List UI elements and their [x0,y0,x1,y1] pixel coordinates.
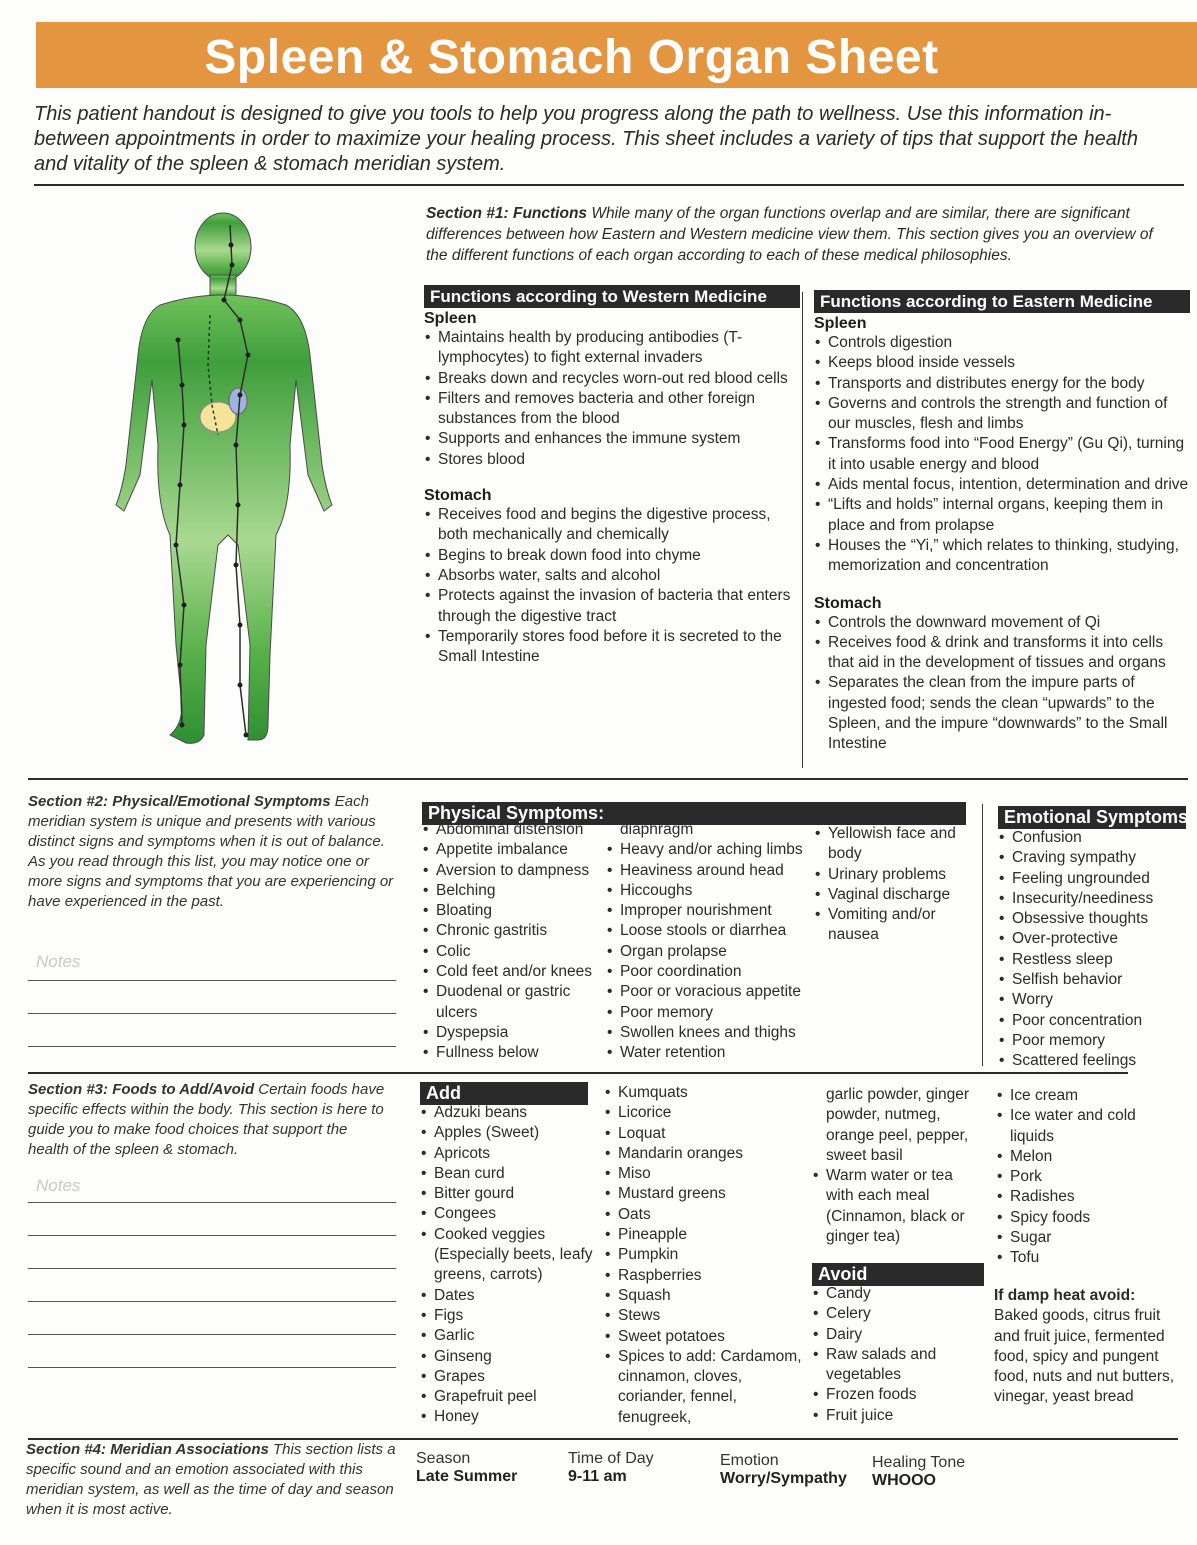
list-item: • Governs and controls the strength and function of our muscles, flesh and limbs [814,394,1190,435]
list-item: • Dyspepsia [422,1023,608,1043]
divider [28,778,1188,780]
list-item: • Colic [422,942,608,962]
list-item: • “Lifts and holds” internal organs, keeping them in place and from prolapse [814,495,1190,536]
list-item: • Ice cream [996,1086,1184,1106]
association-value: WHOOO [872,1472,936,1489]
list-item: • Mandarin oranges [604,1144,804,1164]
association-value: Late Summer [416,1468,518,1485]
avoid-header: Avoid [812,1263,984,1286]
intro-text: This patient handout is designed to give you tools to help you progress along the path to wellness. Use this information in-between appointments in order to maximize your healing process. This sheet includes a variety of tips that support the health and vitality of the spleen & stomach meridian system. [34,103,1138,175]
western-medicine-column [424,285,800,667]
association-label: Healing Tone [872,1454,966,1471]
page-title: Spleen & Stomach Organ Sheet [204,31,939,84]
list-item: • Temporarily stores food before it is secreted to the Small Intestine [424,627,800,668]
damp-heat-text: Baked goods, citrus fruit and fruit juice, fermented food, spicy and pungent food, nuts and nut butters, vinegar, yeast bread [994,1307,1175,1406]
physical-symptoms-col3 [814,824,974,946]
eastern-medicine-column [814,290,1190,755]
section3-text: Certain foods have specific effects within the body. This section is here to guide you to make food choices that support the health of the spleen & stomach. [28,1081,385,1158]
notes-line[interactable] [28,1334,396,1335]
list-item: • Heavy and/or aching limbs [606,840,816,860]
list-item: • Poor or voracious appetite [606,982,816,1002]
list-item: • Grapefruit peel [420,1387,596,1407]
list-item: • Kumquats [604,1083,804,1103]
list-item: • Pork [996,1167,1184,1187]
add-foods-col1 [420,1103,596,1428]
section4-title: Section #4: Meridian Associations [26,1441,269,1458]
notes-line[interactable] [28,1268,396,1269]
section2-intro [28,792,400,912]
list-item: • Poor coordination [606,962,816,982]
divider [28,1072,1128,1074]
list-item: • Controls the downward movement of Qi [814,613,1190,633]
list-item: • Belching [422,881,608,901]
association-value: Worry/Sympathy [720,1470,847,1487]
list-item: • Controls digestion [814,333,1190,353]
physical-symptoms-col1 [422,820,608,1064]
add-foods-col2 [604,1083,804,1428]
avoid-foods-col2 [996,1086,1184,1269]
list-item: • Craving sympathy [998,848,1188,868]
list-item: • Abdominal distension [422,820,608,840]
notes-line[interactable] [28,1046,396,1047]
physical-symptoms-col2 [606,820,816,1064]
list-item: • Heaviness around head [606,861,816,881]
list-item: • Poor concentration [998,1011,1188,1031]
list-item: • Feeling ungrounded [998,869,1188,889]
list-item: • Spices to add: Cardamom, cinnamon, cloves, coriander, fennel, fenugreek, [604,1347,804,1428]
list-item: • Obsessive thoughts [998,909,1188,929]
eastern-stomach-label: Stomach [814,594,882,612]
notes-line[interactable] [28,1013,396,1014]
list-item: • Sweet potatoes [604,1327,804,1347]
list-item: • Hiccoughs [606,881,816,901]
section3-intro [28,1080,388,1160]
western-stomach-list [424,505,800,667]
list-item: • Candy [812,1284,984,1304]
section2-title: Section #2: Physical/Emotional Symptoms [28,793,331,810]
list-item: garlic powder, ginger powder, nutmeg, orange peel, pepper, sweet basil [826,1086,970,1164]
list-item: • Bean curd [420,1164,596,1184]
list-item: • Cold feet and/or knees [422,962,608,982]
list-item: • Over-protective [998,929,1188,949]
list-item: • Sugar [996,1228,1184,1248]
list-item: • Selfish behavior [998,970,1188,990]
list-item: • Houses the “Yi,” which relates to thinking, studying, memorization and concentration [814,536,1190,577]
list-item: • Warm water or tea with each meal (Cinnamon, black or ginger tea) [812,1166,984,1247]
notes-line[interactable] [28,1235,396,1236]
section2-text: Each meridian system is unique and presents with various distinct signs and symptoms when it is out of balance. As you read through this list, you may notice one or more signs and symptoms that you are experiencing or have experienced in the past. [28,793,394,910]
list-item: • Keeps blood inside vessels [814,353,1190,373]
notes-line[interactable] [28,1202,396,1203]
list-item: • Absorbs water, salts and alcohol [424,566,800,586]
list-item: • Water retention [606,1043,816,1063]
list-item: • Oats [604,1205,804,1225]
list-item: • Bitter gourd [420,1184,596,1204]
section4-intro [26,1440,402,1520]
divider [34,184,1184,186]
list-item: • Duodenal or gastric ulcers [422,982,608,1023]
list-item: • Figs [420,1306,596,1326]
list-item: • Vomiting and/or nausea [814,905,974,946]
list-item: • Stores blood [424,450,800,470]
notes-line[interactable] [28,1367,396,1368]
western-spleen-label: Spleen [424,310,477,327]
section3-title: Section #3: Foods to Add/Avoid [28,1081,255,1098]
list-item: • Yellowish face and body [814,824,974,865]
list-item: • Confusion [998,828,1188,848]
list-item: • Pumpkin [604,1245,804,1265]
association-healing-tone [872,1454,1024,1490]
eastern-spleen-list [814,333,1190,577]
list-item: • Supports and enhances the immune system [424,429,800,449]
western-header: Functions according to Western Medicine [424,285,800,308]
list-item: • Bloating [422,901,608,921]
list-item: • Stews [604,1306,804,1326]
list-item: • Raw salads and vegetables [812,1345,984,1386]
damp-heat-title: If damp heat avoid: [994,1287,1136,1304]
notes-line[interactable] [28,1301,396,1302]
list-item: • Garlic [420,1326,596,1346]
association-time-of-day [568,1450,720,1486]
column-divider [982,804,983,1066]
list-item: • Receives food & drink and transforms it into cells that aid in the development of tissues and organs [814,633,1190,674]
list-item: • Tofu [996,1248,1184,1268]
list-item: • Insecurity/neediness [998,889,1188,909]
avoid-foods-col1 [812,1284,984,1426]
list-item: • Congees [420,1204,596,1224]
damp-heat-block [994,1286,1184,1408]
notes-label: Notes [36,1176,81,1195]
list-item: • Swollen knees and thighs [606,1023,816,1043]
list-item: • Dates [420,1286,596,1306]
list-item: • Cooked veggies (Especially beets, leafy greens, carrots) [420,1225,596,1286]
list-item: • Transports and distributes energy for the body [814,374,1190,394]
list-item: • Breaks down and recycles worn-out red blood cells [424,369,800,389]
list-item: • Loose stools or diarrhea [606,921,816,941]
association-label: Time of Day [568,1450,654,1467]
emotional-symptoms-list [998,828,1188,1072]
list-item: • Restless sleep [998,950,1188,970]
association-value: 9-11 am [568,1468,627,1485]
list-item: • Apples (Sweet) [420,1123,596,1143]
list-item: • Filters and removes bacteria and other foreign substances from the blood [424,389,800,430]
list-item: • Chronic gastritis [422,921,608,941]
list-item: • Worry [998,990,1188,1010]
section1-text: While many of the organ functions overlap and are similar, there are significant differences between how Eastern and Western medicine view them. This section gives you an overview of the different functions of each organ according to each of these medical philosophies. [426,205,1153,264]
western-stomach-label: Stomach [424,487,492,505]
title-banner [36,22,1197,88]
association-emotion [720,1452,872,1488]
column-divider [802,292,803,768]
list-item: • Dairy [812,1325,984,1345]
list-item: • Raspberries [604,1266,804,1286]
physical-symptoms-header: Physical Symptoms: [422,802,966,825]
list-item: • Grapes [420,1367,596,1387]
notes-label: Notes [36,952,81,971]
list-item: • Adzuki beans [420,1103,596,1123]
notes-line[interactable] [28,980,396,981]
list-item: • Loquat [604,1124,804,1144]
list-item: • Ginseng [420,1347,596,1367]
eastern-header: Functions according to Eastern Medicine [814,290,1190,313]
list-item: • Squash [604,1286,804,1306]
list-item: • Scattered feelings [998,1051,1188,1071]
add-header: Add [420,1082,588,1105]
list-item: • Organ prolapse [606,942,816,962]
list-item: • Melon [996,1147,1184,1167]
list-item: • Improper nourishment [606,901,816,921]
eastern-spleen-label: Spleen [814,315,867,332]
body-meridian-illustration [100,205,350,755]
list-item: • Appetite imbalance [422,840,608,860]
list-item: • Receives food and begins the digestive process, both mechanically and chemically [424,505,800,546]
list-item: • Ice water and cold liquids [996,1106,1184,1147]
list-item: • Celery [812,1304,984,1324]
list-item: • Maintains health by producing antibodies (T-lymphocytes) to fight external invaders [424,328,800,369]
list-item: diaphragm [620,821,694,838]
section4-text: This section lists a specific sound and an emotion associated with this meridian system, as well as the time of day and season when it is most active. [26,1441,396,1518]
list-item: • Fullness below [422,1043,608,1063]
eastern-stomach-list [814,613,1190,755]
list-item: • Licorice [604,1103,804,1123]
list-item: • Protects against the invasion of bacteria that enters through the digestive tract [424,586,800,627]
list-item: • Miso [604,1164,804,1184]
list-item: • Separates the clean from the impure parts of ingested food; sends the clean “upwards” to the Spleen, and the impure “downwards” to the Small Intestine [814,673,1190,754]
western-spleen-list [424,328,800,470]
list-item: • Pineapple [604,1225,804,1245]
list-item: • Honey [420,1407,596,1427]
list-item: • Apricots [420,1144,596,1164]
association-season [416,1450,568,1486]
list-item: • Aversion to dampness [422,861,608,881]
emotional-symptoms-header: Emotional Symptoms: [998,806,1186,829]
list-item: • Transforms food into “Food Energy” (Gu Qi), turning it into usable energy and blood [814,434,1190,475]
add-foods-col3 [812,1085,984,1247]
list-item: • Frozen foods [812,1385,984,1405]
list-item: • Vaginal discharge [814,885,974,905]
list-item: • Poor memory [998,1031,1188,1051]
association-label: Season [416,1450,471,1467]
list-item: • Mustard greens [604,1184,804,1204]
list-item: • Spicy foods [996,1208,1184,1228]
list-item: • Begins to break down food into chyme [424,546,800,566]
list-item: • Aids mental focus, intention, determination and drive [814,475,1190,495]
list-item: • Radishes [996,1187,1184,1207]
list-item: • Poor memory [606,1003,816,1023]
section1-intro [426,203,1178,266]
association-label: Emotion [720,1452,779,1469]
list-item: • Urinary problems [814,865,974,885]
list-item: • Fruit juice [812,1406,984,1426]
section1-title: Section #1: Functions [426,205,588,222]
